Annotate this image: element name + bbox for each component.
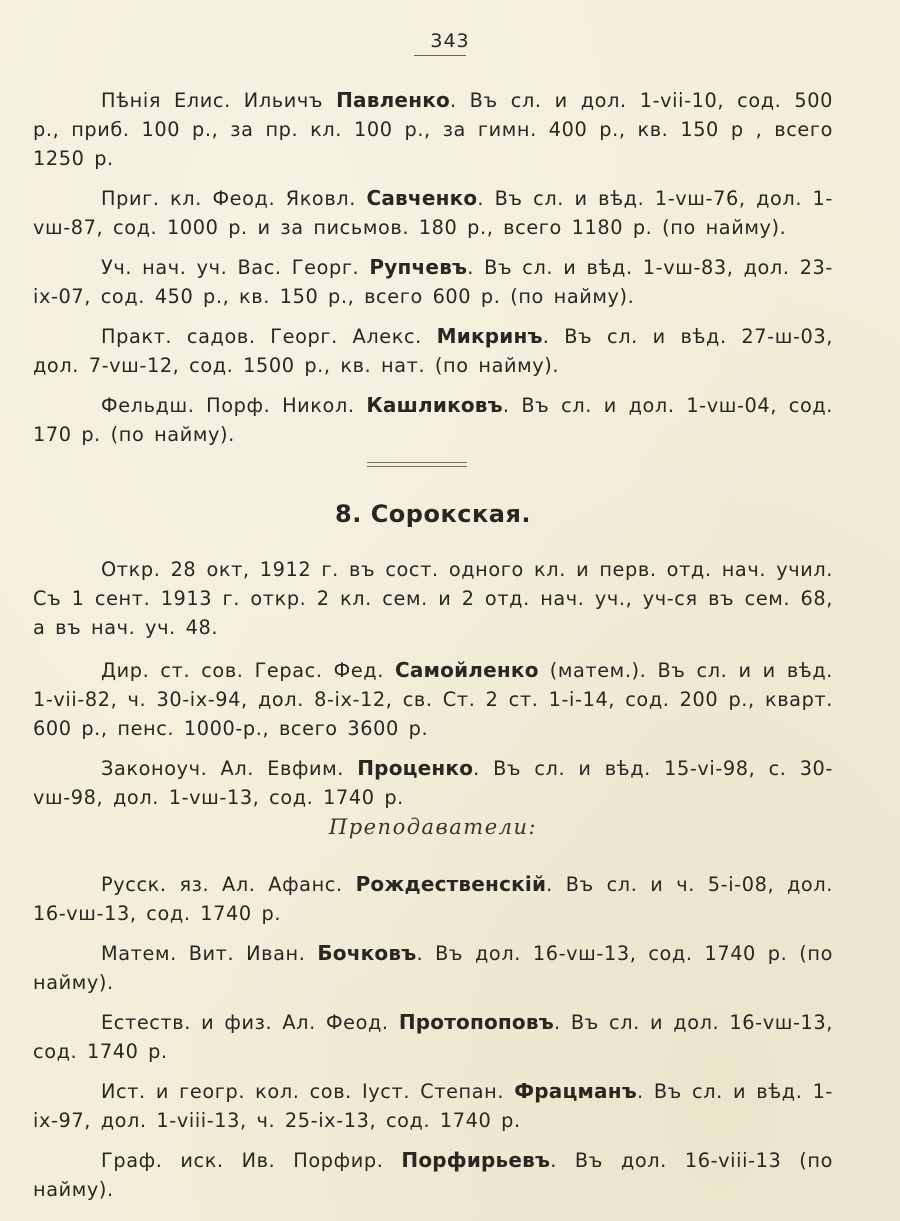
entry-position-name: Матем. Вит. Иван. bbox=[101, 942, 318, 965]
entry-details: . Въ сл. и ч. 5-i-08, дол. 16-vш-13, сод. 1740 р. bbox=[33, 873, 833, 925]
entry-details: . Въ сл. и дол. 1-vш-04, сод. 170 р. (по найму). bbox=[33, 394, 834, 446]
section-heading: 8. Сорокская. bbox=[335, 500, 531, 528]
entry-details: . Въ сл. и вѣд. 1-ix-97, дол. 1-viii-13, ч. 25-ix-13, сод. 1740 р. bbox=[33, 1080, 833, 1132]
entry-surname: Кашликовъ bbox=[366, 393, 503, 417]
entry-details: . Въ дол. 16-vш-13, сод. 1740 р. (по найму). bbox=[33, 942, 833, 994]
entry-surname: Протопоповъ bbox=[398, 1010, 554, 1034]
entry-surname: Павленко bbox=[336, 88, 450, 112]
entry-position-name: Естеств. и физ. Ал. Феод. bbox=[101, 1011, 399, 1034]
entry-position-name: Пѣнія Елис. Ильичъ bbox=[101, 89, 337, 112]
staff-entry bbox=[33, 86, 833, 173]
entry-details: . Въ сл. и дол. 1-vii-10, сод. 500 р., приб. 100 р., за пр. кл. 100 р., за гимн. 400 р., кв. 150 р , всего 1250 р. bbox=[33, 89, 834, 170]
staff-entry bbox=[33, 391, 833, 449]
entry-surname: Савченко bbox=[366, 186, 478, 210]
teachers-list bbox=[33, 870, 833, 1204]
opening-paragraph: Откр. 28 окт, 1912 г. въ сост. одного кл. и перв. отд. нач. учил. Съ 1 сент. 1913 г. откр. 2 кл. сем. и 2 отд. нач. уч., уч-ся въ сем. 68, а въ нач. уч. 48. bbox=[33, 558, 833, 639]
entry-details: . Въ сл. и вѣд. 15-vi-98, с. 30-vш-98, дол. 1-vш-13, сод. 1740 р. bbox=[33, 757, 833, 809]
entry-position-name: Ист. и геогр. кол. сов. Іуст. Степан. bbox=[101, 1080, 515, 1103]
divider-line bbox=[367, 466, 467, 467]
entry-surname: Рупчевъ bbox=[369, 255, 468, 279]
teachers-heading: Преподаватели: bbox=[328, 815, 538, 839]
staff-entry bbox=[33, 754, 833, 812]
staff-entry bbox=[33, 1077, 833, 1135]
entry-details: (матем.). Въ сл. и и вѣд. 1-vii-82, ч. 30-ix-94, дол. 8-ix-12, св. Ст. 2 ст. 1-i-14, сод. 200 р., кварт. 600 р., пенс. 1000-р., всего 3600 р. bbox=[33, 659, 834, 740]
page-number-underline bbox=[414, 55, 466, 56]
page-number: 343 bbox=[430, 30, 470, 52]
entry-position-name: Практ. садов. Георг. Алекс. bbox=[101, 325, 437, 348]
entry-position-name: Фельдш. Порф. Никол. bbox=[101, 394, 367, 417]
staff-list-top bbox=[33, 86, 833, 449]
staff-entry bbox=[33, 870, 833, 928]
staff-entry bbox=[33, 939, 833, 997]
staff-entry bbox=[33, 1146, 833, 1204]
entry-details: . Въ сл. и дол. 16-vш-13, сод. 1740 р. bbox=[33, 1011, 833, 1063]
entry-details: . Въ сл. и вѣд. 1-vш-83, дол. 23-ix-07, сод. 450 р., кв. 150 р., всего 600 р. (по найму). bbox=[33, 256, 833, 308]
entry-position-name: Дир. ст. сов. Герас. Фед. bbox=[101, 659, 396, 682]
staff-entry bbox=[33, 184, 833, 242]
entry-details: . Въ сл. и вѣд. 27-ш-03, дол. 7-vш-12, сод. 1500 р., кв. нат. (по найму). bbox=[33, 325, 833, 377]
entry-surname: Бочковъ bbox=[317, 941, 417, 965]
entry-surname: Самойленко bbox=[395, 658, 539, 682]
entry-surname: Рождественскій bbox=[355, 872, 547, 896]
staff-entry bbox=[33, 1008, 833, 1066]
entry-surname: Проценко bbox=[357, 756, 474, 780]
entry-position-name: Уч. нач. уч. Вас. Георг. bbox=[101, 256, 370, 279]
section-divider bbox=[367, 462, 467, 468]
entry-surname: Фрацманъ bbox=[514, 1079, 637, 1103]
entry-details: . Въ сл. и вѣд. 1-vш-76, дол. 1-vш-87, сод. 1000 р. и за письмов. 180 р., всего 1180 р. (по найму). bbox=[33, 187, 833, 239]
staff-entry bbox=[33, 253, 833, 311]
entry-position-name: Русск. яз. Ал. Афанс. bbox=[101, 873, 356, 896]
entry-surname: Микринъ bbox=[436, 324, 543, 348]
divider-line bbox=[367, 462, 467, 463]
entry-position-name: Законоуч. Ал. Евфим. bbox=[101, 757, 358, 780]
entry-surname: Порфирьевъ bbox=[401, 1148, 551, 1172]
entry-details: . Въ дол. 16-viii-13 (по найму). bbox=[33, 1149, 833, 1201]
entry-position-name: Граф. иск. Ив. Порфир. bbox=[101, 1149, 402, 1172]
staff-entry bbox=[33, 656, 833, 743]
staff-entry bbox=[33, 322, 833, 380]
entry-position-name: Приг. кл. Феод. Яковл. bbox=[101, 187, 367, 210]
section-body bbox=[33, 555, 833, 812]
